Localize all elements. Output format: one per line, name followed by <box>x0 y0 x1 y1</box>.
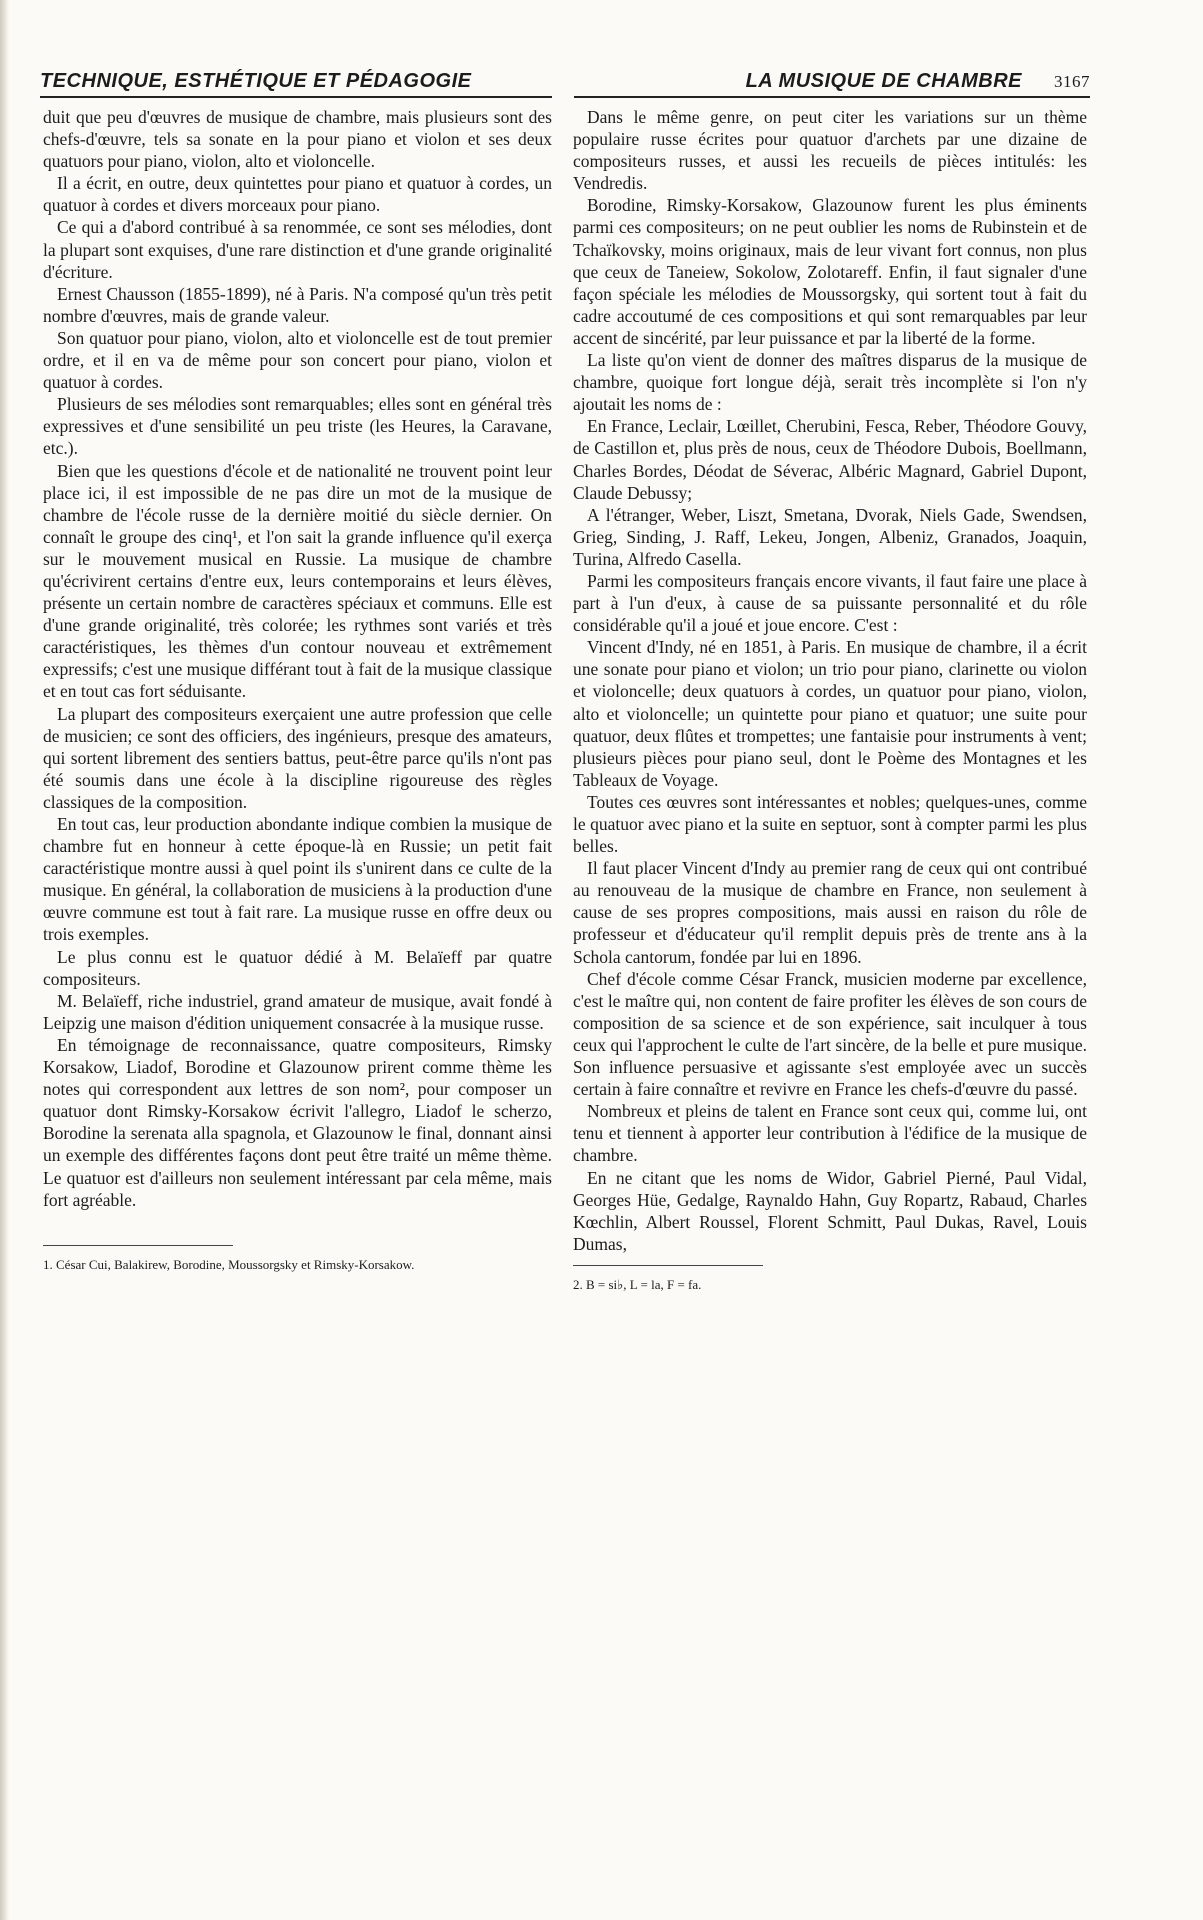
header-rule-right <box>574 96 1090 98</box>
header-rule-left <box>40 96 552 98</box>
footnote-rule <box>43 1245 233 1246</box>
book-spine-shadow <box>0 0 9 1920</box>
header-left-title: TECHNIQUE, ESTHÉTIQUE ET PÉDAGOGIE <box>40 70 472 92</box>
paragraph: Ce qui a d'abord contribué à sa renommée, ce sont ses mélodies, dont la plupart sont exquises, d'une rare distinction et d'une grande originalité d'écriture. <box>43 217 552 282</box>
paragraph: En témoignage de reconnaissance, quatre compositeurs, Rimsky Korsakow, Liadof, Borodine et Glazounow prirent comme thème les notes qui correspondent aux lettres de son nom², pour composer un quatuor dont Rimsky-Korsakow écrivit l'allegro, Liadof le scherzo, Borodine la serenata alla spagnola, et Glazounow le final, donnant ainsi un exemple des différentes façons dont peut être traité un même thème. Le quatuor est d'ailleurs non seulement intéressant par cela même, mais fort agréable. <box>43 1034 552 1210</box>
paragraph: Toutes ces œuvres sont intéressantes et nobles; quelques-unes, comme le quatuor avec piano et la suite en septuor, sont à compter parmi les plus belles. <box>573 791 1087 857</box>
paragraph: La plupart des compositeurs exerçaient une autre profession que celle de musicien; ce sont des officiers, des ingénieurs, presque des amateurs, qui sortent librement des sentiers battus, peut-être parce qu'ils n'ont pas été soumis dans une école à la discipline rigoureuse des règles classiques de la composition. <box>43 703 552 812</box>
paragraph: Chef d'école comme César Franck, musicien moderne par excellence, c'est le maître qui, non content de faire profiter les élèves de son cours de composition de sa science et de son expérience, sait inculquer à tous ceux qui l'approchent le culte de l'art sincère, de la belle et pure musique. Son influence persuasive et agissante s'est employée avec un succès certain à faire connaître et revivre en France les chefs-d'œuvre du passé. <box>573 968 1087 1100</box>
right-column <box>573 106 1087 1293</box>
paragraph: Bien que les questions d'école et de nationalité ne trouvent point leur place ici, il est impossible de ne pas dire un mot de la musique de chambre de l'école russe de la dernière moitié du siècle dernier. On connaît le groupe des cinq¹, et l'on sait la grande influence qu'il exerça sur le mouvement musical en Russie. La musique de chambre qu'écrivirent certains d'entre eux, leurs contemporains et leurs élèves, présente un certain nombre de caractères spéciaux et communs. Elle est d'une grande originalité, très colorée; les rythmes sont variés et très caractéristiques, les thèmes d'un contour nouveau et extrêmement expressifs; c'est une musique différant tout à fait de la musique classique et en tout cas fort séduisante. <box>43 460 552 702</box>
footnote: 2. B = si♭, L = la, F = fa. <box>573 1276 702 1292</box>
footnote: 1. César Cui, Balakirew, Borodine, Moussorgsky et Rimsky-Korsakow. <box>43 1256 415 1272</box>
page-number: 3167 <box>1054 72 1090 91</box>
paragraph: Il a écrit, en outre, deux quintettes pour piano et quatuor à cordes, un quatuor à cordes et divers morceaux pour piano. <box>43 173 552 216</box>
header-right-title: LA MUSIQUE DE CHAMBRE <box>745 70 1022 92</box>
paragraph: Ernest Chausson (1855-1899), né à Paris. N'a composé qu'un très petit nombre d'œuvres, mais de grande valeur. <box>43 283 552 326</box>
paragraph: Plusieurs de ses mélodies sont remarquables; elles sont en général très expressives et d'une sensibilité un peu triste (les Heures, la Caravane, etc.). <box>43 394 552 459</box>
paragraph: Parmi les compositeurs français encore vivants, il faut faire une place à part à l'un d'eux, à cause de sa puissante personnalité et du rôle considérable qu'il a joué et joue encore. C'est : <box>573 570 1087 636</box>
paragraph: En France, Leclair, Lœillet, Cherubini, Fesca, Reber, Théodore Gouvy, de Castillon et, plus près de nous, ceux de Théodore Dubois, Boellmann, Charles Bordes, Déodat de Séverac, Albéric Magnard, Gabriel Dupont, Claude Debussy; <box>573 416 1087 503</box>
paragraph: Son quatuor pour piano, violon, alto et violoncelle est de tout premier ordre, et il en va de même pour son concert pour piano, violon et quatuor à cordes. <box>43 327 552 393</box>
paragraph: En ne citant que les noms de Widor, Gabriel Pierné, Paul Vidal, Georges Hüe, Gedalge, Raynaldo Hahn, Guy Ropartz, Rabaud, Charles Kœchlin, Albert Roussel, Florent Schmitt, Paul Dukas, Ravel, Louis Dumas, <box>573 1167 1087 1254</box>
paragraph: Il faut placer Vincent d'Indy au premier rang de ceux qui ont contribué au renouveau de la musique de chambre en France, non seulement à cause de ses propres compositions, mais aussi en raison du rôle de professeur et d'éducateur qu'il remplit depuis près de trente ans à la Schola cantorum, fondée par lui en 1896. <box>573 858 1087 967</box>
paragraph: La liste qu'on vient de donner des maîtres disparus de la musique de chambre, quoique fort longue déjà, serait très incomplète si l'on n'y ajoutait les noms de : <box>573 350 1087 415</box>
paragraph: Borodine, Rimsky-Korsakow, Glazounow furent les plus éminents parmi ces compositeurs; on ne peut oublier les noms de Rubinstein et de Tchaïkovsky, moins originaux, mais de leur vivant fort connus, non plus que ceux de Taneiew, Sokolow, Zolotareff. Enfin, il faut signaler d'une façon spéciale les mélodies de Moussorgsky, qui sortent tout à fait du cadre accoutumé de ces compositions et qui sont remarquables par leur accent de sincérité, par leur puissance et par la liberté de la forme. <box>573 195 1087 348</box>
paragraph: duit que peu d'œuvres de musique de chambre, mais plusieurs sont des chefs-d'œuvre, tels sa sonate en la pour piano et violon et ses deux quatuors pour piano, violon, alto et violoncelle. <box>43 107 552 172</box>
paragraph: En tout cas, leur production abondante indique combien la musique de chambre fut en honneur à cette époque-là en Russie; un petit fait caractéristique montre aussi à quel point ils s'unirent dans ce culte de la musique. En général, la collaboration de musiciens à la production d'une œuvre commune est tout à fait rare. La musique russe en offre deux ou trois exemples. <box>43 814 552 945</box>
paragraph: A l'étranger, Weber, Liszt, Smetana, Dvorak, Niels Gade, Swendsen, Grieg, Sinding, J. Raff, Lekeu, Jongen, Albeniz, Granados, Joaquin, Turina, Alfredo Casella. <box>573 504 1087 569</box>
paragraph: Nombreux et pleins de talent en France sont ceux qui, comme lui, ont tenu et tiennent à apporter leur contribution à l'édifice de la musique de chambre. <box>573 1101 1087 1166</box>
paragraph: Dans le même genre, on peut citer les variations sur un thème populaire russe écrites pour quatuor d'archets par une dizaine de compositeurs russes, et aussi les recueils de pièces intitulés: les Vendredis. <box>573 107 1087 194</box>
paragraph: Le plus connu est le quatuor dédié à M. Belaïeff par quatre compositeurs. <box>43 946 552 989</box>
footnote-rule <box>573 1265 763 1266</box>
paragraph: Vincent d'Indy, né en 1851, à Paris. En musique de chambre, il a écrit une sonate pour piano et violon; un trio pour piano, clarinette ou violon et violoncelle; deux quatuors à cordes, un quatuor pour piano, violon, alto et violoncelle; un quintette pour piano et quatuor; une suite pour quatuor, deux flûtes et trompettes; une fantaisie pour instruments à vent; plusieurs pièces pour piano seul, dont le Poème des Montagnes et les Tableaux de Voyage. <box>573 637 1087 790</box>
left-column <box>43 106 552 1273</box>
paragraph: M. Belaïeff, riche industriel, grand amateur de musique, avait fondé à Leipzig une maison d'édition uniquement consacrée à la musique russe. <box>43 990 552 1033</box>
